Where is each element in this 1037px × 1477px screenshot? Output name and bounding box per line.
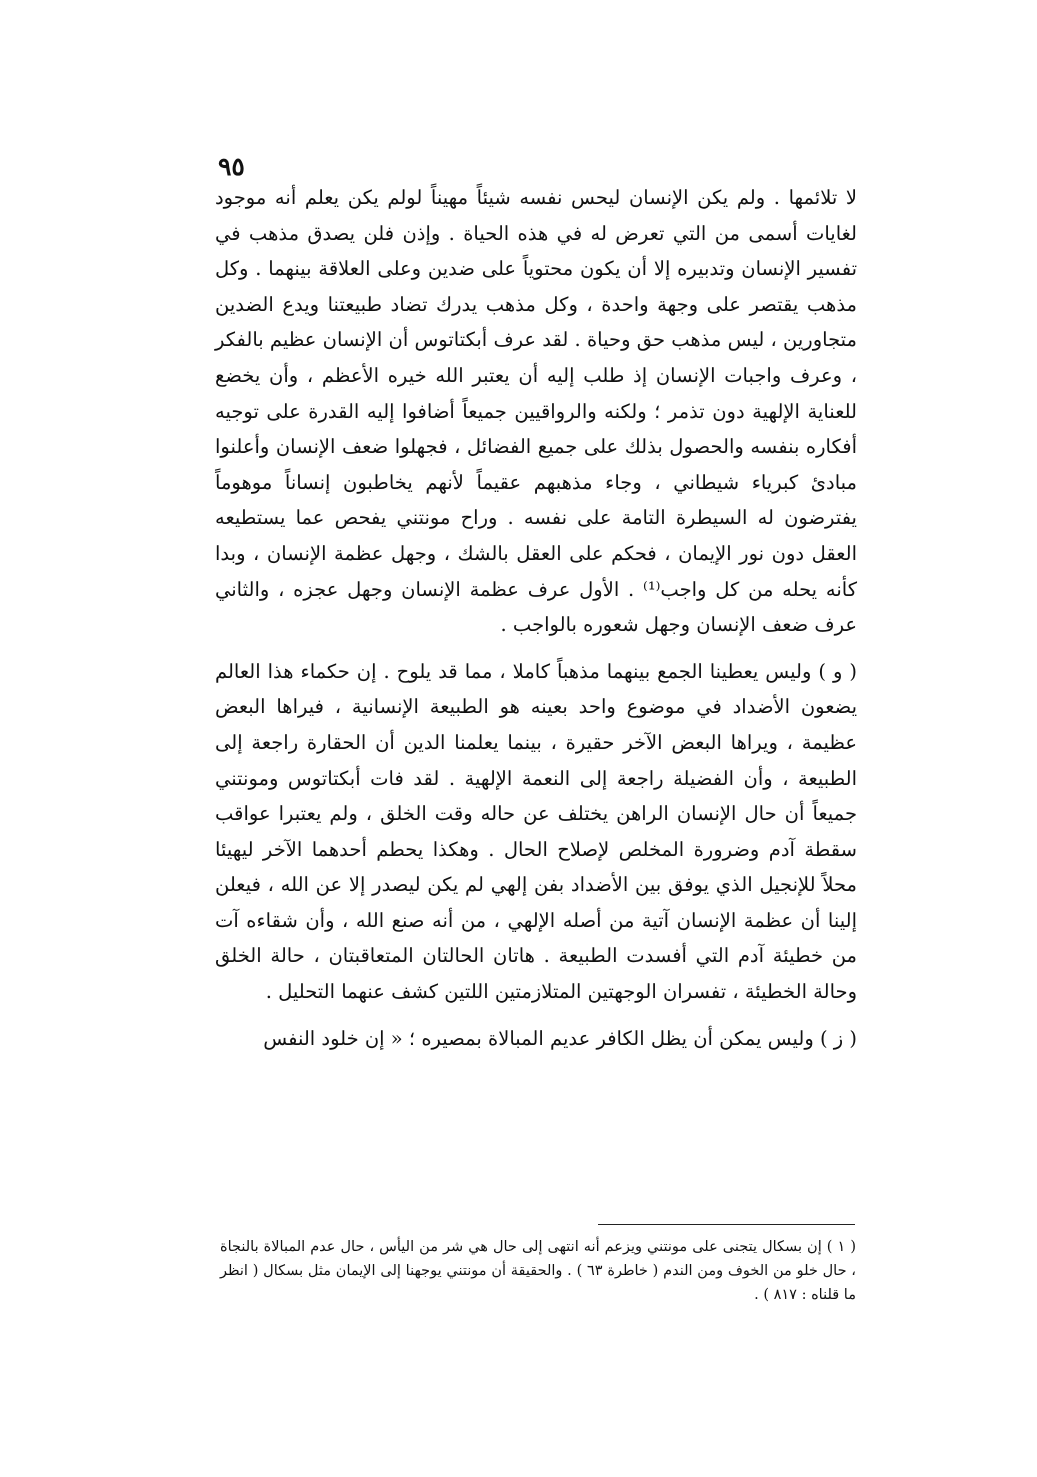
footnote: ( ١ ) إن بسكال يتجنى على مونتني ويزعم أنه انتهى إلى حال هي شر من اليأس ، حال عدم المبالاة بالنجاة ، حال خلو من الخوف ومن الندم ( خاطرة ٦٣ ) . والحقيقة أن مونتني يوجهنا إلى الإيمان مثل بسكال ( انظر ما قلناه : ٨١٧ ) . bbox=[220, 1239, 856, 1303]
page-number: ٩٥ bbox=[218, 152, 245, 181]
paragraph-3: ( ز ) وليس يمكن أن يظل الكافر عديم المبالاة بمصيره ؛ « إن خلود النفس bbox=[263, 1026, 857, 1050]
paragraph-1: لا تلائمها . ولم يكن الإنسان ليحس نفسه شيئاً مهيناً لولم يكن يعلم أنه موجود لغايات أسمى من التي تعرض له في هذه الحياة . وإذن فلن يصدق مذهب في تفسير الإنسان وتدبيره إلا أن يكون محتوياً على ضدين وعلى العلاقة بينهما . وكل مذهب يقتصر على وجهة واحدة ، وكل مذهب يدرك تضاد طبيعتنا ويدع الضدين متجاورين ، ليس مذهب حق وحياة . لقد عرف أبكتاتوس أن الإنسان عظيم بالفكر ، وعرف واجبات الإنسان إذ طلب إليه أن يعتبر الله خيره الأعظم ، وأن يخضع للعناية الإلهية دون تذمر ؛ ولكنه والرواقيين جميعاً أضافوا إليه القدرة على توجيه أفكاره بنفسه والحصول بذلك على جميع الفضائل ، فجهلوا ضعف الإنسان وأعلنوا مبادئ كبرياء شيطاني ، وجاء مذهبهم عقيماً لأنهم يخاطبون إنساناً موهوماً يفترضون له السيطرة التامة على نفسه . وراح مونتني يفحص عما يستطيعه العقل دون نور الإيمان ، فحكم على العقل بالشك ، وجهل عظمة الإنسان ، وبدا كأنه يحله من كل واجب⁽¹⁾ . الأول عرف عظمة الإنسان وجهل عجزه ، والثاني عرف ضعف الإنسان وجهل شعوره بالواجب . bbox=[215, 186, 857, 637]
paragraph-2: ( و ) وليس يعطينا الجمع بينهما مذهباً كاملا ، مما قد يلوح . إن حكماء هذا العالم يضعون الأضداد في موضوع واحد بعينه هو الطبيعة الإنسانية ، فيراها البعض عظيمة ، ويراها البعض الآخر حقيرة ، بينما يعلمنا الدين أن الحقارة راجعة إلى الطبيعة ، وأن الفضيلة راجعة إلى النعمة الإلهية . لقد فات أبكتاتوس ومونتني جميعاً أن حال الإنسان الراهن يختلف عن حاله وقت الخلق ، ولم يعتبرا عواقب سقطة آدم وضرورة المخلص لإصلاح الحال . وهكذا يحطم أحدهما الآخر ليهيئا محلاً للإنجيل الذي يوفق بين الأضداد بفن إلهي لم يكن ليصدر إلا عن الله ، فيعلن إلينا أن عظمة الإنسان آتية من أصله الإلهي ، من أنه صنع الله ، وأن شقاءه آت من خطيئة آدم التي أفسدت الطبيعة . هاتان الحالتان المتعاقبتان ، حالة الخلق وحالة الخطيئة ، تفسران الوجهتين المتلازمتين اللتين كشف عنهما التحليل . bbox=[215, 659, 857, 1004]
main-text bbox=[215, 180, 857, 1056]
footnote-divider bbox=[598, 1224, 855, 1225]
